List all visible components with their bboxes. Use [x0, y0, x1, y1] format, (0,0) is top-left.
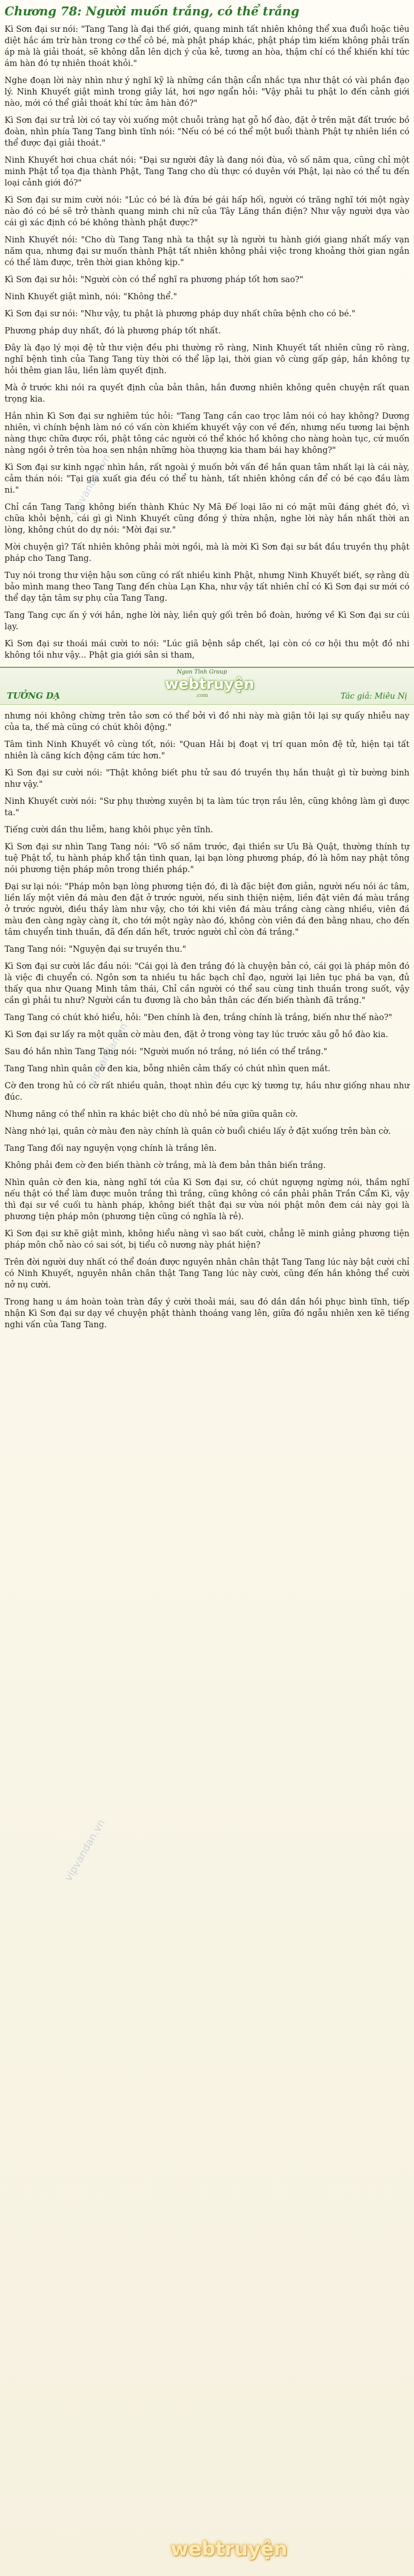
book-banner	[0, 667, 414, 705]
paragraph: Kì Sơn đại sư khẽ giật mình, không hiểu nàng vì sao bất cười, chẳng lẽ minh giảng phương tiện pháp môn chỗ nào có sai sót, bị tiểu cô nương này phát hiện?	[5, 1229, 409, 1250]
paragraph: Tang Tang có chút khó hiểu, hỏi: "Đen chính là đen, trắng chính là trắng, biến như thế nào?"	[5, 1013, 392, 1022]
watermark: vipvandan.vn	[68, 452, 114, 518]
paragraph: Kì Sơn đại sư lấy ra một quân cờ màu đen, đặt ở trong vòng tay lúc trước xâu gỗ hồ đào kia.	[5, 1030, 388, 1039]
paragraph: nhưng nói không chừng trên tảo sơn có thể bởi vì đồ nhi này mà giận tôi lại sự quấy nhiễu nay của ta, thế mà cũng có chút khôi động."	[5, 712, 409, 732]
paragraph: Nhìn quân cờ đen kia, nàng nghĩ tới của Kì Sơn đại sư, có chút ngượng ngừng nói, thầm nghĩ nếu thật có thể làm được muôn trắng thì trắng, cũng không có cần phải phân Trần Cẩm Kì, vậy thì đại sư về cuối tu hành pháp, không biết thật đại sư vừa nói phật môn đem cái này gọi là phương tiện pháp môn (phương tiện cũng có nghĩa là rẻ).	[5, 1178, 409, 1221]
paragraph: Tuy nói trong thư viện hậu sơn cũng có rất nhiều kinh Phật, nhưng Ninh Khuyết biết, sợ rằng dù bảo mình mang theo Tang Tang đến chùa Lạn Kha, như vậy tất nhiên chỉ có Kì Sơn đại sư mới có thể dạy tận tâm sự phụ của Tang Tang.	[5, 571, 409, 603]
paragraph: Tang Tang cực ấn ý với hắn, nghe lời này, liền quỳ gối trên bồ đoàn, hướng về Kì Sơn đại sư cúi lạy.	[5, 611, 409, 631]
paragraph: Cờ đen trong hủ có cờ rất nhiều quân, thoạt nhìn đều cực kỳ tương tự, hầu như giống nhau như đúc.	[5, 1081, 409, 1102]
chapter-title: Chương 78: Người muốn trắng, có thể trắng	[5, 4, 300, 18]
paragraph: Kì Sơn đại sư kinh ngạc nhìn hắn, rất ngoài ý muốn bởi vấn đề hắn quan tâm nhất lại là cái này, cảm thán nói: "Tại gia xuất gia đều có thể tu hành, tất nhiên không cần để có bé cạo đầu làm ni."	[5, 463, 409, 495]
paragraph: Không phải đem cờ đen biến thành cờ trắng, mà là đem bản thân biến trắng.	[5, 1161, 326, 1170]
paragraph: Mời chuyện gì? Tất nhiên không phải mời ngồi, mà là mời Kì Sơn đại sư bắt đầu truyền thụ phật pháp cho Tang Tang.	[5, 543, 409, 563]
paragraph: Tang Tang nói: "Nguyện đại sư truyền thu."	[5, 945, 187, 954]
book-author: Tác giả: Miêu Nị	[340, 692, 407, 701]
watermark: vipvandan.vn	[63, 1817, 108, 1884]
paragraph: Tang Tang nhìn quân cờ đen kia, bỗng nhiên cảm thấy có chút nhìn quen mắt.	[5, 1064, 331, 1074]
paragraph: Nàng nhớ lại, quân cờ màu đen này chính là quân cờ buổi chiều lấy ở đặt xuống trên bàn cờ.	[5, 1127, 391, 1136]
paragraph: Kì Sơn đại sư trả lời có tay vòi xuống một chuỗi tràng hạt gỗ hổ đào, đặt ở trên mặt đất trước bồ đoàn, nhìn phía Tang Tang bình tĩnh nói: "Nếu có bé có thể một buổi thành Phật tự nhiên liền có thể được đại giải thoát."	[5, 116, 409, 148]
paragraph: Trên đời người duy nhất có thể đoán được nguyên nhân chân thật Tang Tang lúc này bật cười chỉ có Ninh Khuyết, nguyên nhân chân thật Tang Tang lúc này cười, cũng đến hắn không thể cười nở nụ cười.	[5, 1258, 409, 1290]
footer-logo	[171, 2538, 288, 2561]
paragraph: Kì Sơn đại sư cười lắc đầu nói: "Cái gọi là đen trắng đó là chuyện bản có, cái gọi là pháp môn đó là việc đi chuyển có. Ngôn sơn ta nhiều tu hắc bạch chỉ đạo, người lại liên tục phá ba vạn, đủ thấy qua như Quang Minh tâm thái, Chỉ cần người có thể sau cùng tinh thuần trong suốt, vậy cần gì phải tu như? Người cần tu đương là cho bản thân các đến biến thành đã trắng."	[5, 962, 409, 1005]
paragraph: Sau đó hắn nhìn Tang Tang nói: "Người muốn nó trắng, nó liền có thể trắng."	[5, 1047, 328, 1056]
paragraph: Chỉ cần Tang Tang không biến thành Khúc Ny Mã Đế loại lão ni có mặt mũi đáng ghét đó, vì chữa khỏi bệnh, cái gì gì Ninh Khuyết cũng đồng ý thừa nhận, nghe lời này hắn nhất thời an lòng, không chút do dự nói: "Mời đại sư."	[5, 503, 409, 535]
paragraph: Phương pháp duy nhất, đó là phương pháp tốt nhất.	[5, 327, 221, 336]
paragraph: Ninh Khuyết hơi chua chát nói: "Đại sư người đây là đang nói đùa, vô số năm qua, cũng chỉ một minh Phật tổ tọa địa thành Phật, Tang Tang cho dù thực có duyên với Phật, lại nào có thể tu đến loại cảnh giới đó?"	[5, 156, 409, 188]
book-title: TƯỞNG DẠ	[7, 691, 60, 701]
paragraph: Kì Sơn đại sư hỏi: "Người còn có thể nghĩ ra phương pháp tốt hơn sao?"	[5, 275, 304, 284]
paragraph: Tiếng cười dần thu liễm, hang khôi phục yên tĩnh.	[5, 825, 213, 835]
paragraph: Mà ở trước khi nói ra quyết định của bản thân, hắn đương nhiên không quên chuyện rất quan trọng kia.	[5, 383, 409, 404]
paragraph: Hắn nhìn Kì Sơn đại sư nghiêm túc hỏi: "Tang Tang cần cao trọc lâm nói có hay không? Dương nhiên, vì chính bệnh làm nó có vấn còn khiếm khuyết vậy con về đến, nhưng nếu tương lai bệnh nàng thực chữa được rồi, phật tông các người có thể khóc hồ không cho nàng hoàn tục, cứ muốn nàng ngồi ở trên tòa hoa sen nhận những hòa thượng kia tham bái hay không?"	[5, 412, 409, 455]
paragraph: Ninh Khuyết giật mình, nói: "Không thể."	[5, 292, 177, 302]
footer-logo-text: webtruyện	[171, 2538, 288, 2561]
paragraph: Tâm tình Ninh Khuyết vô cùng tốt, nói: "Quan Hải bị đoạt vị trí quan môn đệ tử, hiện tại tất nhiên là căng kích động căm tức hơn."	[5, 740, 409, 761]
paragraph: Ninh Khuyết cười nói: "Sư phụ thường xuyên bị ta làm túc trọn rầu lên, cũng không làm gì được ta."	[5, 797, 409, 818]
site-logo-domain: .com	[196, 693, 208, 699]
site-logo-subtitle: Ngon Tình Group	[176, 669, 227, 675]
paragraph: Kì Sơn đại sư nhìn Tang Tang nói: "Vô số năm trước, đại thiền sư Ưu Bà Quật, thường thính tự tuệ Phật tổ, tu hành pháp khổ tận tình quan, lại bạn lòng phương pháp, đó là hôm nay phật tông nói phương tiện pháp môn trong thiền pháp."	[5, 843, 409, 874]
paragraph: Trong hang u ám hoàn toàn tràn đầy ý cười thoải mái, sau đó dần dần hồi phục bình tĩnh, tiếp nhận Kì Sơn đại sư dạy về chuyện phật thành thoáng vang lên, giữa đó ngẫu nhiên xen kẽ tiếng nghi vấn của Tang Tang.	[5, 1298, 409, 1330]
paragraph: Đại sư lại nói: "Pháp môn bạn lòng phương tiện đó, đi là đặc biệt đơn giản, người nếu nói ác tâm, liền lấy một viên đá màu đen đặt ở trước người, nếu sinh thiện niệm, liền đặt viên đá màu trắng ở trước người, điều thầy làm như vậy, cho tới khi viên đá màu trắng càng càng nhiều, viên đá màu đen càng ngày càng ít, cho tới một ngày nào đó, không còn viên đá đen bằng nhau, cho đến tâm chuyển tinh thuần, đã đến dần hết, trước người chỉ còn đá trắng."	[5, 882, 409, 937]
site-logo-text: webtruyện	[165, 676, 255, 693]
paragraph: Nghe đoạn lời này nhìn như ý nghĩ kỹ là những cần thận cẩn nhắc tựa như thật có vài phần đạo lý. Ninh Khuyết giật mình trong giây lát, hơi ngơ ngẩn hỏi: "Vậy phải tu phật lo đến cảnh giới nào, mới có thể giải thoát khí tức âm hàn đó?"	[5, 76, 409, 108]
paragraph: Đây là đạo lý mọi đệ tử thư viện đều phi thường rõ ràng, Ninh Khuyết tất nhiên cũng rõ ràng, nghĩ bệnh tình của Tang Tang tùy thời có thể lặp lại, thời gian vô cùng gấp gáp, hắn không tự hỏi thêm gian lâu, liền làm quyết định.	[5, 344, 409, 375]
site-logo	[165, 669, 255, 702]
chapter-body-part1	[5, 24, 409, 661]
paragraph: Ninh Khuyết nói: "Cho dù Tang Tang nhà ta thật sự là người tu hành giới giang nhất mấy vạn năm qua, nhưng đại sư muốn thành Phật tất nhiên không phải việc trong khoảng thời gian ngắn có thể làm được, trên thời gian không kịp."	[5, 236, 409, 267]
paragraph: Nhưng năng có thể nhìn ra khác biệt cho dù nhỏ bé nữa giữa quân cờ.	[5, 1110, 298, 1119]
paragraph: Kì Sơn đại sư nói: "Tang Tang là đại thế giới, quang minh tất nhiên không thể xua đuổi hoặc tiêu diệt hắc ám trừ hàn trong cơ thể cô bé, mà phật pháp khác, phật pháp tìm kiếm không phải trấn áp mà là giải thoát, sẽ không dẫn lên dịch ý của kẻ, tương an hòa, thậm chí có thể khiến khí tức ám hàn đó tự nhiên thoát khỏi."	[5, 25, 409, 68]
paragraph: Kì Sơn đại sư nói: "Như vậy, tu phật là phương pháp duy nhất chữa bệnh cho có bé."	[5, 309, 355, 319]
paragraph: Kì Sơn đại sư cười nói: "Thật không biết phu tử sau đó truyền thụ hắn thuật gì từ bường binh như vậy."	[5, 769, 409, 789]
paragraph: Tang Tang đối nay nguyện vọng chính là trắng lên.	[5, 1144, 217, 1153]
watermark: vipvandan.vn	[85, 1021, 131, 1087]
chapter-body-part2	[5, 711, 409, 1331]
paragraph: Kì Sơn đại sư mim cười nói: "Lúc có bé là đứa bé gái hấp hối, người có trăng nghĩ tới một ngày nào đó có bé sẽ trở thành quang minh chi nữ của Tây Lăng thần điện? Như vậy người dựa vào cái gì xác định có bé không thành phật được?"	[5, 196, 409, 228]
paragraph: Kì Sơn đại sư thoái mái cười to nói: "Lúc giã bệnh sắp chết, lại còn có cơ hội thu một đồ nhi không tồi như vậy... Phật gia giới sân si tham,	[5, 639, 409, 660]
